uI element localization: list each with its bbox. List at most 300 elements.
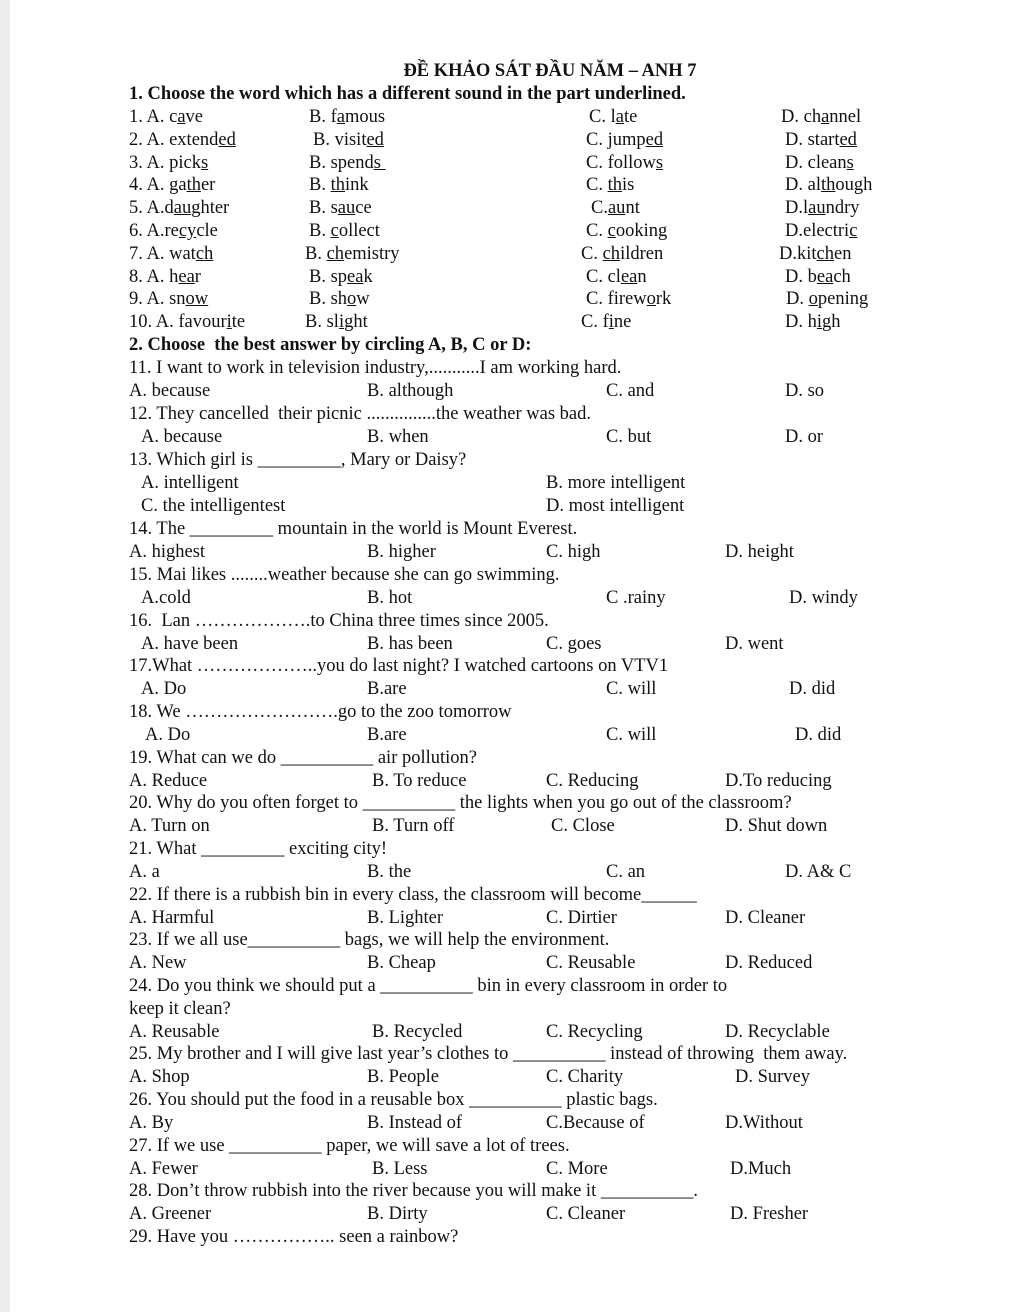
word-suffix: ndry	[825, 198, 860, 219]
underlined-part: c	[330, 221, 339, 241]
item-number: 5.	[129, 198, 143, 219]
option-a: A. Harmful	[129, 908, 215, 928]
question-11-options	[0, 380, 1024, 403]
option-a: A. Turn on	[129, 816, 210, 836]
word-suffix: ollect	[338, 221, 380, 241]
pronunciation-item-2	[0, 129, 1024, 152]
item-number: 4.	[129, 175, 143, 196]
word-suffix: te	[623, 107, 638, 127]
word-prefix: C. cl	[586, 266, 621, 287]
word-suffix: ne	[613, 312, 632, 333]
word-prefix: B.	[309, 221, 331, 241]
underlined-part: th	[186, 175, 201, 196]
option-d: D.Much	[730, 1159, 792, 1179]
question-13-options-ab	[0, 472, 1024, 495]
option-d: D. Shut down	[725, 816, 828, 836]
question-24-cont	[0, 998, 1024, 1021]
underlined-part: th	[330, 175, 345, 196]
option-a: A. Do	[141, 679, 187, 699]
question-text-cont: keep it clean?	[129, 999, 231, 1019]
option-b	[305, 311, 368, 334]
option-b: B. the	[367, 862, 412, 882]
option-c: C. goes	[546, 634, 602, 654]
option-a	[129, 129, 236, 152]
option-b: B. People	[367, 1067, 439, 1087]
word-suffix: k	[363, 266, 373, 287]
word-prefix: A. ga	[146, 175, 187, 196]
option-d	[781, 106, 861, 129]
word-suffix: gh	[822, 312, 841, 333]
section1-heading-line	[0, 83, 1024, 106]
word-prefix: A.re	[146, 221, 179, 241]
question-24	[0, 975, 1024, 998]
option-d: D. Survey	[735, 1067, 811, 1087]
option-a: A. Shop	[129, 1067, 190, 1087]
option-d: D. Reduced	[725, 953, 813, 973]
option-b	[309, 174, 369, 197]
word-prefix: B. sp	[309, 266, 348, 287]
word-prefix: A. h	[146, 266, 179, 287]
option-d: D. so	[785, 381, 825, 401]
option-b: B. higher	[367, 542, 436, 562]
option-b	[313, 129, 384, 152]
option-a	[129, 220, 218, 243]
word-suffix: ve	[185, 107, 203, 127]
underlined-part: ed	[366, 129, 384, 150]
option-a: A. because	[141, 427, 223, 447]
option-c: C. Reusable	[546, 953, 636, 973]
option-b: B. Turn off	[372, 816, 455, 836]
option-a: A.cold	[141, 588, 191, 608]
word-prefix: C. follow	[586, 152, 656, 173]
word-prefix: D.kit	[779, 243, 817, 264]
option-b: B. hot	[367, 588, 413, 608]
question-19-options	[0, 770, 1024, 793]
option-c: C. Charity	[546, 1067, 624, 1087]
word-suffix: ough	[835, 175, 873, 196]
option-b: B. has been	[367, 634, 453, 654]
question-23	[0, 929, 1024, 952]
option-c	[586, 174, 634, 197]
underlined-part: ch	[195, 243, 214, 264]
option-d	[785, 129, 857, 152]
question-14	[0, 518, 1024, 541]
option-c	[586, 129, 663, 152]
word-suffix: ink	[344, 175, 369, 196]
underlined-part: cy	[178, 221, 197, 241]
question-15	[0, 564, 1024, 587]
option-b: B. Dirty	[367, 1204, 428, 1224]
option-b: B. Instead of	[367, 1113, 463, 1133]
question-text: 24. Do you think we should put a __________ bin in every classroom in order to	[129, 976, 728, 996]
word-prefix: C. f	[581, 312, 609, 333]
option-d: D. Cleaner	[725, 908, 806, 928]
option-c: C. Cleaner	[546, 1204, 626, 1224]
underlined-part: a	[336, 107, 345, 127]
option-d	[785, 220, 857, 243]
option-b: B. when	[367, 427, 429, 447]
option-c	[586, 266, 647, 289]
option-d: D.To reducing	[725, 771, 832, 791]
option-b: B. although	[367, 381, 454, 401]
word-prefix: D. h	[785, 312, 817, 333]
word-suffix: te	[231, 312, 246, 333]
option-d: D. Fresher	[730, 1204, 809, 1224]
option-c: C. and	[606, 381, 655, 401]
question-14-options	[0, 541, 1024, 564]
item-number: 7.	[129, 243, 143, 264]
question-12-options	[0, 426, 1024, 449]
option-c: C.Because of	[546, 1113, 645, 1133]
question-28-options	[0, 1203, 1024, 1226]
option-c: C. high	[546, 542, 601, 562]
question-25-options	[0, 1066, 1024, 1089]
question-23-options	[0, 952, 1024, 975]
word-prefix: B.	[309, 175, 331, 196]
word-prefix: D. start	[785, 129, 840, 150]
underlined-part: o	[808, 289, 818, 310]
question-text: 20. Why do you often forget to __________ the lights when you go out of the classroom?	[129, 793, 792, 813]
option-a: A. Do	[145, 725, 191, 745]
question-text: 21. What _________ exciting city!	[129, 839, 388, 859]
word-suffix: r	[194, 266, 201, 287]
question-15-options	[0, 587, 1024, 610]
word-prefix: B. sl	[305, 312, 339, 333]
option-b	[309, 197, 372, 220]
section2-heading-line	[0, 334, 1024, 357]
underlined-part: ea	[620, 266, 638, 287]
option-c	[586, 288, 671, 311]
word-prefix: D.l	[785, 198, 809, 219]
word-suffix: mous	[344, 107, 386, 127]
item-number: 1.	[129, 107, 143, 127]
option-c	[581, 311, 631, 334]
question-text: 14. The _________ mountain in the world is Mount Everest.	[129, 519, 578, 539]
option-c: C. Reducing	[546, 771, 639, 791]
option-b: B.are	[367, 679, 407, 699]
option-c: C. will	[606, 679, 657, 699]
option-b: B. To reduce	[372, 771, 467, 791]
word-prefix: D. al	[785, 175, 821, 196]
word-prefix: D.	[786, 289, 809, 310]
option-b: B. Less	[372, 1159, 428, 1179]
item-number: 6.	[129, 221, 143, 241]
question-20	[0, 792, 1024, 815]
underlined-part: c	[849, 221, 858, 241]
question-24-options	[0, 1021, 1024, 1044]
option-a: A. have been	[141, 634, 239, 654]
option-a: A. because	[129, 381, 211, 401]
question-17	[0, 655, 1024, 678]
word-prefix: A. pick	[146, 152, 201, 173]
question-text: 15. Mai likes ........weather because she can go swimming.	[129, 565, 560, 585]
question-22	[0, 884, 1024, 907]
underlined-part: th	[607, 175, 622, 196]
option-b	[309, 152, 386, 175]
question-21	[0, 838, 1024, 861]
pronunciation-item-3	[0, 152, 1024, 175]
word-prefix: A. wat	[146, 243, 196, 264]
option-a	[129, 152, 208, 175]
word-prefix: B. f	[309, 107, 337, 127]
word-suffix: w	[356, 289, 370, 310]
word-prefix: C.	[581, 243, 603, 264]
word-prefix: D. ch	[781, 107, 822, 127]
word-prefix: B. s	[309, 198, 338, 219]
option-a: A. Reusable	[129, 1022, 220, 1042]
underlined-part: th	[820, 175, 836, 196]
option-a: A. a	[129, 862, 160, 882]
word-prefix: B. visit	[313, 129, 367, 150]
question-text: 17.What ………………..you do last night? I watched cartoons on VTV1	[129, 656, 669, 676]
option-d: D. height	[725, 542, 794, 562]
option-c: C. will	[606, 725, 657, 745]
question-text: 25. My brother and I will give last year’s clothes to __________ instead of throwing them away.	[129, 1044, 848, 1064]
word-suffix: pening	[817, 289, 869, 310]
underlined-part: ch	[602, 243, 621, 264]
option-a	[129, 174, 215, 197]
word-suffix: nnel	[829, 107, 862, 127]
word-suffix: ildren	[620, 243, 664, 264]
option-d: D. or	[785, 427, 824, 447]
underlined-part: o	[347, 289, 357, 310]
option-a: A. By	[129, 1113, 174, 1133]
option-a	[129, 266, 201, 289]
question-13	[0, 449, 1024, 472]
item-number: 9.	[129, 289, 143, 310]
option-b: B. Recycled	[372, 1022, 463, 1042]
underlined-part: i	[816, 312, 823, 333]
option-d	[786, 288, 868, 311]
option-c	[591, 197, 640, 220]
word-prefix: D. clean	[785, 152, 847, 173]
option-c: C. but	[606, 427, 652, 447]
question-27	[0, 1135, 1024, 1158]
pronunciation-item-5	[0, 197, 1024, 220]
question-text: 12. They cancelled their picnic ...............the weather was bad.	[129, 404, 591, 424]
word-suffix: ooking	[615, 221, 668, 241]
underlined-part: c	[607, 221, 616, 241]
underlined-part: i	[608, 312, 614, 333]
option-c: C. Dirtier	[546, 908, 617, 928]
question-text: 18. We …………………….go to the zoo tomorrow	[129, 702, 512, 722]
word-prefix: C. l	[589, 107, 616, 127]
underlined-part: ch	[816, 243, 834, 264]
word-prefix: B. sh	[309, 289, 348, 310]
word-prefix: C.	[591, 198, 608, 219]
underlined-part: ea	[816, 266, 834, 287]
underlined-part: ed	[218, 129, 236, 150]
question-18-options	[0, 724, 1024, 747]
word-suffix: en	[833, 243, 852, 264]
underlined-part: ch	[326, 243, 345, 264]
option-c	[581, 243, 663, 266]
option-b	[305, 243, 400, 266]
option-d: D. windy	[789, 588, 858, 608]
underlined-part: au	[808, 198, 826, 219]
word-suffix: nt	[625, 198, 640, 219]
word-prefix: A. favour	[155, 312, 227, 333]
underlined-part: i	[226, 312, 232, 333]
option-b: B. Cheap	[367, 953, 436, 973]
question-text: 16. Lan ……………….to China three times since 2005.	[129, 611, 549, 631]
word-prefix: D.electri	[785, 221, 850, 241]
option-a	[129, 288, 208, 311]
question-29	[0, 1226, 1024, 1249]
word-prefix: C. jump	[586, 129, 646, 150]
underlined-part: s	[373, 152, 386, 173]
question-12	[0, 403, 1024, 426]
option-a: A. Greener	[129, 1204, 212, 1224]
option-d	[785, 266, 851, 289]
pronunciation-item-9	[0, 288, 1024, 311]
option-b: B. more intelligent	[546, 473, 686, 493]
option-d	[779, 243, 851, 266]
underlined-part: ea	[178, 266, 195, 287]
word-prefix: B.	[305, 243, 327, 264]
word-suffix: er	[200, 175, 216, 196]
word-prefix: C.	[586, 175, 608, 196]
option-d: D. A& C	[785, 862, 852, 882]
option-c	[589, 106, 637, 129]
underlined-part: au	[337, 198, 356, 219]
word-suffix: n	[637, 266, 647, 287]
option-b	[309, 220, 380, 243]
question-17-options	[0, 678, 1024, 701]
question-28	[0, 1180, 1024, 1203]
option-b: B.are	[367, 725, 407, 745]
question-text: 23. If we all use__________ bags, we will help the environment.	[129, 930, 610, 950]
word-prefix: A.d	[146, 198, 174, 219]
word-suffix: emistry	[344, 243, 400, 264]
page-title: ĐỀ KHẢO SÁT ĐẦU NĂM – ANH 7	[403, 61, 697, 81]
underlined-part: ea	[347, 266, 364, 287]
question-22-options	[0, 907, 1024, 930]
word-suffix: rk	[655, 289, 672, 310]
option-b	[309, 288, 370, 311]
option-a: A. highest	[129, 542, 206, 562]
underlined-part: ed	[839, 129, 857, 150]
question-21-options	[0, 861, 1024, 884]
option-c: C .rainy	[606, 588, 666, 608]
underlined-part: s	[846, 152, 854, 173]
question-11	[0, 357, 1024, 380]
section1-heading: 1. Choose the word which has a different sound in the part underlined.	[129, 84, 686, 104]
item-number: 3.	[129, 152, 143, 173]
option-b	[309, 106, 385, 129]
word-prefix: C.	[586, 221, 608, 241]
option-c	[586, 220, 667, 243]
word-suffix: is	[621, 175, 635, 196]
question-text: 27. If we use __________ paper, we will save a lot of trees.	[129, 1136, 570, 1156]
underlined-part: i	[338, 312, 345, 333]
question-16-options	[0, 633, 1024, 656]
question-26	[0, 1089, 1024, 1112]
option-c: C. Recycling	[546, 1022, 643, 1042]
option-b: B. Lighter	[367, 908, 444, 928]
pronunciation-item-4	[0, 174, 1024, 197]
question-text: 19. What can we do __________ air pollution?	[129, 748, 478, 768]
option-d: D. most intelligent	[546, 496, 685, 516]
question-13-options-cd	[0, 495, 1024, 518]
underlined-part: ow	[185, 289, 209, 310]
option-c: C. the intelligentest	[141, 496, 286, 516]
question-20-options	[0, 815, 1024, 838]
option-c: C. an	[606, 862, 646, 882]
question-25	[0, 1043, 1024, 1066]
option-a	[129, 106, 203, 129]
option-d: D.Without	[725, 1113, 803, 1133]
item-number: 10.	[129, 312, 153, 333]
word-suffix: ch	[833, 266, 851, 287]
option-a: A. New	[129, 953, 187, 973]
option-a: A. Fewer	[129, 1159, 198, 1179]
section2-heading: 2. Choose the best answer by circling A, B, C or D:	[129, 335, 532, 355]
word-prefix: A. sn	[146, 289, 186, 310]
word-suffix: ghter	[191, 198, 230, 219]
word-prefix: D. b	[785, 266, 817, 287]
question-19	[0, 747, 1024, 770]
word-prefix: C. firew	[586, 289, 647, 310]
word-prefix: B. spend	[309, 152, 374, 173]
option-c: C. More	[546, 1159, 608, 1179]
question-text: 29. Have you …………….. seen a rainbow?	[129, 1227, 459, 1247]
question-26-options	[0, 1112, 1024, 1135]
pronunciation-item-10	[0, 311, 1024, 334]
question-27-options	[0, 1158, 1024, 1181]
pronunciation-item-7	[0, 243, 1024, 266]
underlined-part: a	[177, 107, 186, 127]
option-c: C. Close	[551, 816, 615, 836]
option-a	[129, 243, 213, 266]
option-d: D. did	[795, 725, 842, 745]
word-suffix: ce	[355, 198, 372, 219]
option-d	[785, 197, 860, 220]
pronunciation-item-6	[0, 220, 1024, 243]
option-d: D. went	[725, 634, 784, 654]
option-c	[586, 152, 663, 175]
question-text: 28. Don’t throw rubbish into the river because you will make it __________.	[129, 1181, 698, 1201]
word-suffix: ght	[344, 312, 368, 333]
underlined-part: au	[607, 198, 626, 219]
option-d	[785, 174, 872, 197]
underlined-part: ed	[645, 129, 664, 150]
option-b	[309, 266, 373, 289]
option-d	[785, 311, 841, 334]
option-a: A. intelligent	[141, 473, 239, 493]
question-text: 13. Which girl is _________, Mary or Daisy?	[129, 450, 467, 470]
underlined-part: a	[615, 107, 624, 127]
word-prefix: A. extend	[146, 129, 219, 150]
underlined-part: s	[655, 152, 664, 173]
question-text: 11. I want to work in television industry,...........I am working hard.	[129, 358, 622, 378]
option-d: D. did	[789, 679, 836, 699]
option-d	[785, 152, 854, 175]
item-number: 2.	[129, 129, 143, 150]
word-suffix: cle	[196, 221, 218, 241]
pronunciation-item-8	[0, 266, 1024, 289]
option-d: D. Recyclable	[725, 1022, 830, 1042]
word-prefix: A. c	[146, 107, 178, 127]
question-text: 26. You should put the food in a reusable box __________ plastic bags.	[129, 1090, 658, 1110]
option-a	[129, 197, 229, 220]
underlined-part: o	[646, 289, 656, 310]
question-18	[0, 701, 1024, 724]
option-a	[129, 311, 245, 334]
item-number: 8.	[129, 266, 143, 287]
underlined-part: au	[173, 198, 192, 219]
pronunciation-item-1	[0, 106, 1024, 129]
